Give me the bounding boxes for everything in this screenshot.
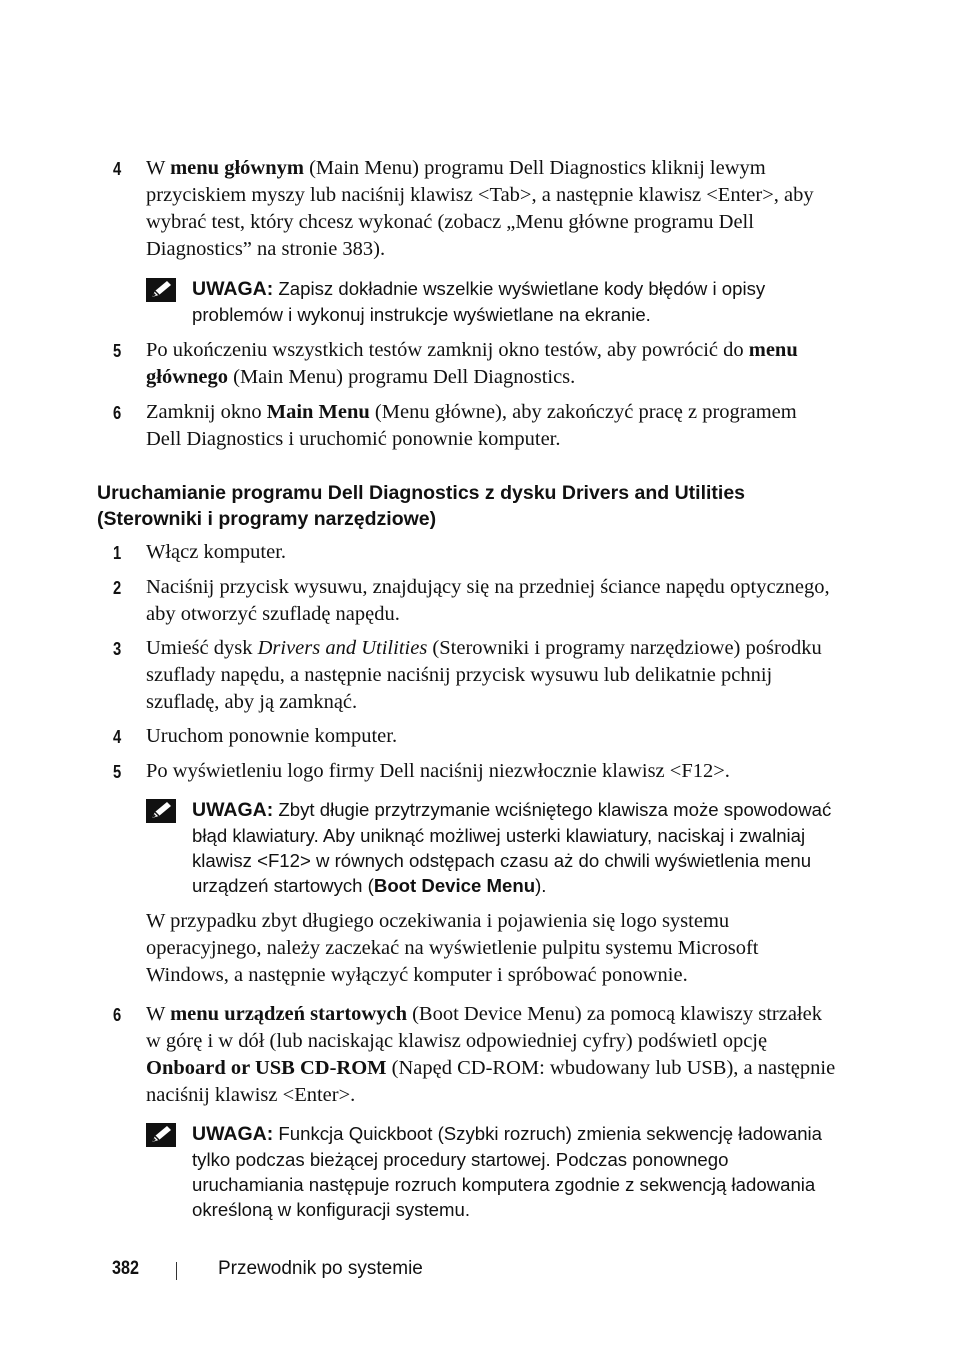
step-number: 5 bbox=[113, 762, 122, 782]
section-heading: Uruchamianie programu Dell Diagnostics z dysku Drivers and Utilities (Sterowniki i programy narzędziowe) bbox=[97, 482, 746, 530]
pencil-note-icon bbox=[146, 799, 176, 823]
step-number: 6 bbox=[113, 1005, 122, 1025]
step-text: W menu głównym (Main Menu) programu Dell Diagnostics kliknij lewym przyciskiem myszy lub naciśnij klawisz <Tab>, a następnie klawisz <Enter>, aby wybrać test, który chcesz wykonać (zobacz „Menu główne programu Dell Diagnostics” na stronie 383). bbox=[146, 157, 814, 260]
body-paragraph: W przypadku zbyt długiego oczekiwania i pojawienia się logo systemu operacyjnego, należy zaczekać na wyświetlenie pulpitu systemu Microsoft Windows, a następnie wyłączyć komputer i spróbować ponownie. bbox=[146, 910, 759, 986]
step-text: Włącz komputer. bbox=[146, 541, 287, 563]
step-text: Zamknij okno Main Menu (Menu główne), aby zakończyć pracę z programem Dell Diagnostics i uruchomić ponownie komputer. bbox=[146, 401, 797, 450]
step-number: 6 bbox=[113, 403, 122, 423]
step-number: 4 bbox=[113, 727, 122, 747]
pencil-note-icon bbox=[146, 1123, 176, 1147]
step-number: 4 bbox=[113, 159, 122, 179]
note-text: UWAGA: Zapisz dokładnie wszelkie wyświetlane kody błędów i opisy problemów i wykonuj instrukcje wyświetlane na ekranie. bbox=[192, 278, 766, 325]
step-text: Uruchom ponownie komputer. bbox=[146, 725, 398, 747]
note-text: UWAGA: Funkcja Quickboot (Szybki rozruch) zmienia sekwencję ładowania tylko podczas bieżącej procedury startowej. Podczas ponownego uruchamiania następuje rozruch komputera zgodnie z sekwencją ładowania określoną w konfiguracji systemu. bbox=[192, 1123, 823, 1220]
step-text: W menu urządzeń startowych (Boot Device Menu) za pomocą klawiszy strzałek w górę i w dół (lub naciskając klawisz odpowiedniej cyfry) podświetl opcję Onboard or USB CD-ROM (Napęd CD-ROM: wbudowany lub USB), a następnie naciśnij klawisz <Enter>. bbox=[146, 1003, 836, 1106]
note-text: UWAGA: Zbyt długie przytrzymanie wciśniętego klawisza może spowodować błąd klawiatury. Aby uniknąć możliwej usterki klawiatury, naciskaj i zwalniaj klawisz <F12> w równych odstępach czasu aż do chwili wyświetlenia menu urządzeń startowych (Boot Device Menu). bbox=[192, 799, 832, 896]
step-text: Naciśnij przycisk wysuwu, znajdujący się na przedniej ściance napędu optycznego, aby otworzyć szufladę napędu. bbox=[146, 576, 830, 625]
step-number: 5 bbox=[113, 341, 122, 361]
step-text: Po wyświetleniu logo firmy Dell naciśnij niezwłocznie klawisz <F12>. bbox=[146, 760, 730, 782]
footer-divider bbox=[176, 1262, 177, 1280]
pencil-note-icon bbox=[146, 278, 176, 302]
step-number: 3 bbox=[113, 639, 122, 659]
step-text: Po ukończeniu wszystkich testów zamknij okno testów, aby powrócić do menu głównego (Main Menu) programu Dell Diagnostics. bbox=[146, 339, 798, 388]
page-number: 382 bbox=[112, 1258, 139, 1279]
step-text: Umieść dysk Drivers and Utilities (Sterowniki i programy narzędziowe) pośrodku szuflady napędu, a następnie naciśnij przycisk wysuwu lub delikatnie pchnij szufladę, aby ją zamknąć. bbox=[146, 637, 822, 713]
step-number: 2 bbox=[113, 578, 122, 598]
footer-title: Przewodnik po systemie bbox=[218, 1258, 423, 1279]
step-number: 1 bbox=[113, 543, 122, 563]
